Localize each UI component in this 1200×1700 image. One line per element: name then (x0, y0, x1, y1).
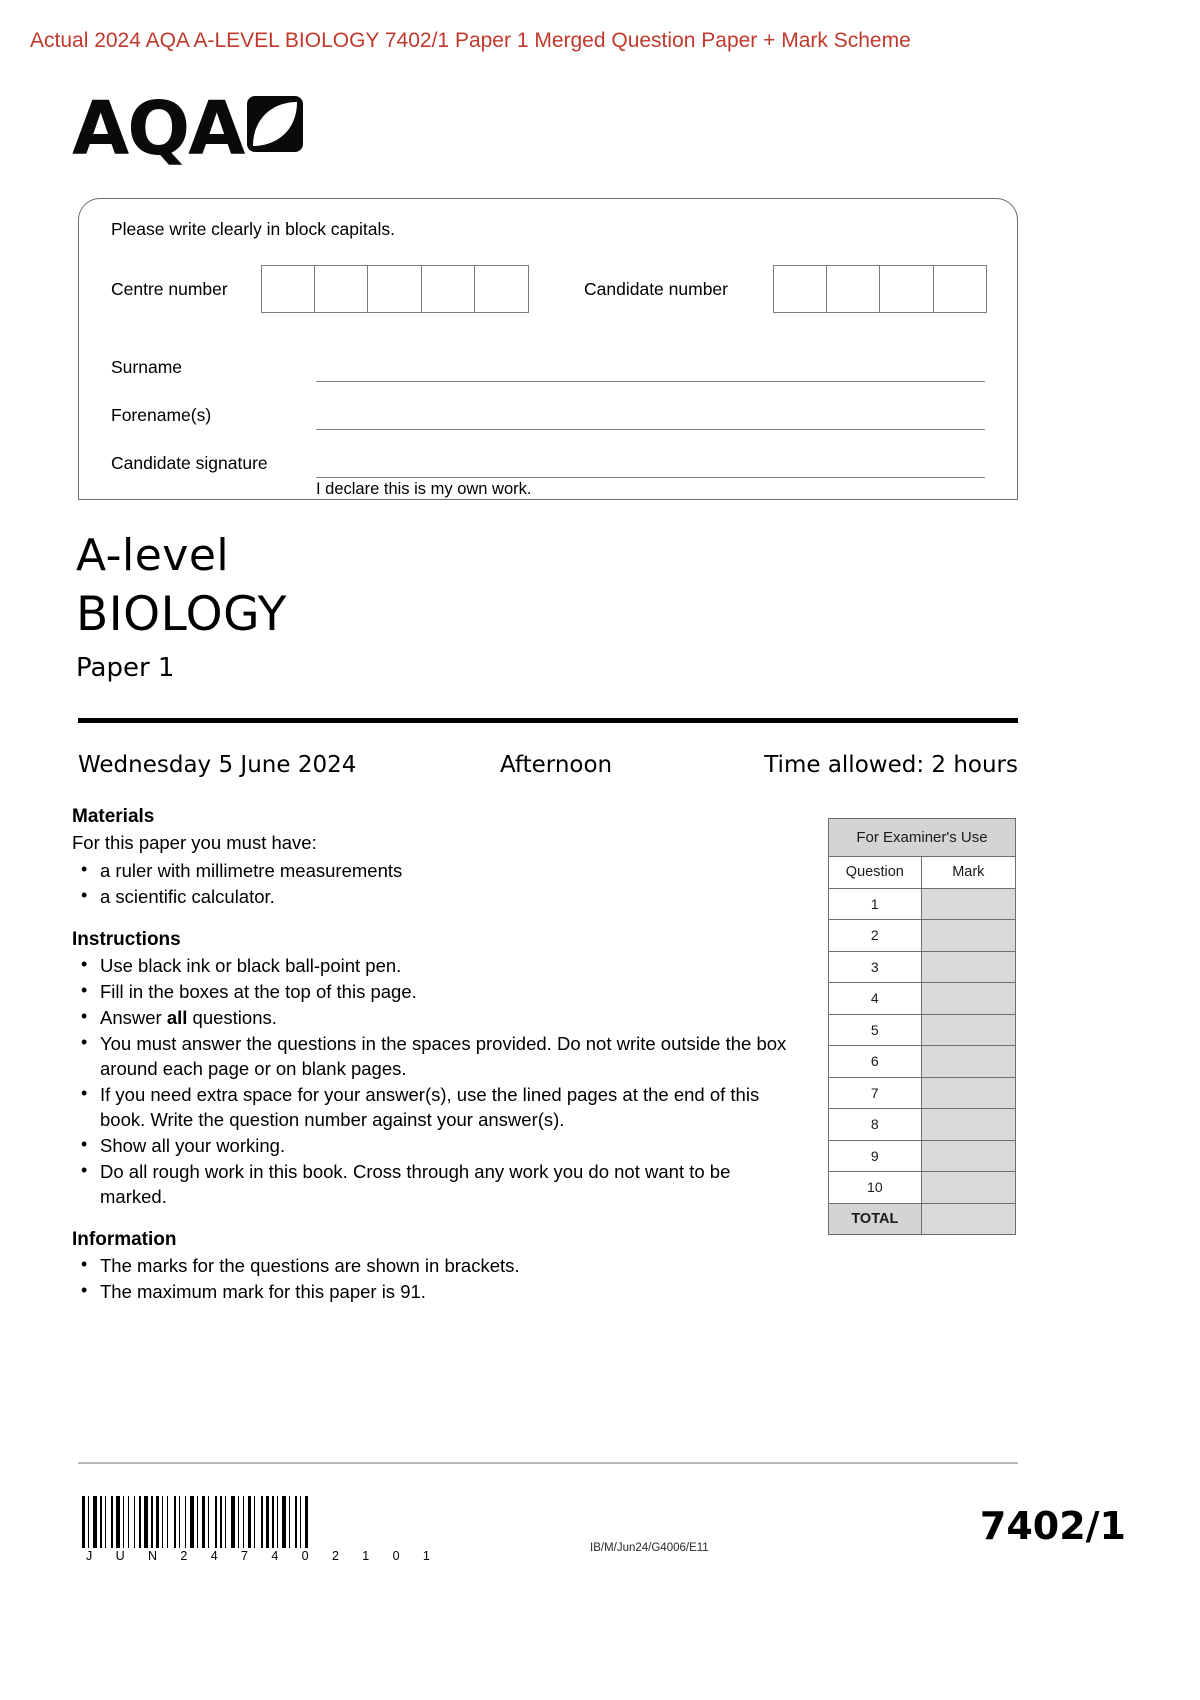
instructions-list (72, 953, 802, 1209)
examiner-use-table (828, 818, 1016, 1235)
footer-divider (78, 1462, 1018, 1464)
table-row (829, 1140, 1016, 1172)
barcode-char: U (115, 1549, 125, 1563)
question-number: 8 (829, 1109, 922, 1141)
mark-cell[interactable] (921, 920, 1015, 952)
barcode-char: N (148, 1549, 158, 1563)
declaration-text: I declare this is my own work. (316, 480, 532, 498)
list-item: • Fill in the boxes at the top of this page. (98, 979, 802, 1004)
mark-cell[interactable] (921, 1140, 1015, 1172)
centre-number-label: Centre number (111, 279, 228, 299)
exam-date: Wednesday 5 June 2024 (78, 752, 357, 778)
mark-cell[interactable] (921, 1046, 1015, 1078)
list-item: • a ruler with millimetre measurements (98, 858, 802, 883)
question-number: 2 (829, 920, 922, 952)
paper-code: 7402/1 (979, 1504, 1126, 1548)
question-number: 6 (829, 1046, 922, 1078)
table-row (829, 1172, 1016, 1204)
centre-number-digit-2[interactable] (315, 265, 369, 313)
list-item: • Use black ink or black ball-point pen. (98, 953, 802, 978)
list-item: • The maximum mark for this paper is 91. (98, 1279, 802, 1304)
forenames-write-line[interactable] (316, 429, 985, 430)
question-number: 3 (829, 951, 922, 983)
paper-number: Paper 1 (76, 653, 175, 683)
candidate-number-label: Candidate number (584, 279, 728, 299)
centre-number-input[interactable] (261, 265, 529, 313)
centre-number-digit-3[interactable] (368, 265, 422, 313)
barcode-char: 7 (241, 1549, 248, 1563)
barcode-digits (86, 1549, 430, 1563)
qualification-level: A-level (76, 530, 230, 581)
mark-cell[interactable] (921, 888, 1015, 920)
barcode-char: 1 (422, 1549, 430, 1563)
aqa-logo (72, 86, 303, 172)
table-row (829, 1203, 1016, 1235)
question-number: 7 (829, 1077, 922, 1109)
column-header-question: Question (829, 857, 922, 889)
barcode-char: 4 (210, 1549, 218, 1563)
mark-cell[interactable] (921, 1077, 1015, 1109)
list-item: • If you need extra space for your answer(s), use the lined pages at the end of this book. Write the question number against your answer(s). (98, 1082, 802, 1132)
table-row (829, 819, 1016, 857)
aqa-leaf-icon (247, 96, 303, 152)
mark-cell[interactable] (921, 1109, 1015, 1141)
block-capitals-instruction: Please write clearly in block capitals. (111, 219, 396, 239)
question-number: 4 (829, 983, 922, 1015)
list-item: • The marks for the questions are shown in brackets. (98, 1253, 802, 1278)
candidate-number-digit-4[interactable] (934, 265, 988, 313)
centre-number-digit-4[interactable] (422, 265, 476, 313)
materials-heading: Materials (72, 806, 155, 827)
mark-cell[interactable] (921, 951, 1015, 983)
barcode-char: 0 (392, 1549, 400, 1563)
exam-time-allowed: Time allowed: 2 hours (764, 752, 1018, 778)
upload-title-banner: Actual 2024 AQA A-LEVEL BIOLOGY 7402/1 Paper 1 Merged Question Paper + Mark Scheme (30, 29, 911, 52)
exam-session: Afternoon (500, 752, 613, 778)
table-row (829, 1014, 1016, 1046)
paper-title-block (76, 528, 287, 690)
barcode-char: J (86, 1549, 93, 1563)
signature-label: Candidate signature (111, 453, 268, 473)
barcode-char: 1 (362, 1549, 370, 1563)
table-row (829, 983, 1016, 1015)
mark-cell[interactable] (921, 1172, 1015, 1204)
candidate-number-digit-3[interactable] (880, 265, 934, 313)
table-row (829, 888, 1016, 920)
signature-write-line[interactable] (316, 477, 985, 478)
barcode-icon (82, 1496, 434, 1554)
question-number: 9 (829, 1140, 922, 1172)
materials-intro: For this paper you must have: (72, 832, 317, 853)
information-list (72, 1253, 802, 1304)
mark-cell[interactable] (921, 1014, 1015, 1046)
list-item: • a scientific calculator. (98, 884, 802, 909)
instructions-column (72, 806, 802, 1305)
table-row (829, 951, 1016, 983)
candidate-number-input[interactable] (773, 265, 987, 313)
surname-write-line[interactable] (316, 381, 985, 382)
surname-label: Surname (111, 357, 183, 377)
list-item: • Answer all questions. (98, 1005, 802, 1030)
materials-list (72, 858, 802, 909)
paper-reference: IB/M/Jun24/G4006/E11 (590, 1542, 709, 1554)
candidate-number-digit-1[interactable] (773, 265, 827, 313)
table-row (829, 1046, 1016, 1078)
information-heading: Information (72, 1229, 177, 1250)
aqa-logo-text: AQA (72, 86, 244, 172)
barcode-char: 2 (180, 1549, 188, 1563)
candidate-number-digit-2[interactable] (827, 265, 881, 313)
barcode-char: 0 (301, 1549, 309, 1563)
question-number: 10 (829, 1172, 922, 1204)
total-label: TOTAL (829, 1203, 922, 1235)
list-item: • You must answer the questions in the spaces provided. Do not write outside the box around each page or on blank pages. (98, 1031, 802, 1081)
instructions-heading: Instructions (72, 929, 181, 950)
title-divider (78, 718, 1018, 723)
question-number: 1 (829, 888, 922, 920)
table-row (829, 857, 1016, 889)
centre-number-digit-1[interactable] (261, 265, 315, 313)
barcode-char: 2 (331, 1549, 339, 1563)
list-item: • Show all your working. (98, 1133, 802, 1158)
examiner-table-title: For Examiner's Use (829, 819, 1016, 857)
table-row (829, 1077, 1016, 1109)
table-row (829, 1109, 1016, 1141)
table-row (829, 920, 1016, 952)
candidate-details-box (78, 198, 1018, 500)
list-item: • Do all rough work in this book. Cross through any work you do not want to be marked. (98, 1159, 802, 1209)
forenames-label: Forename(s) (111, 405, 212, 425)
question-number: 5 (829, 1014, 922, 1046)
total-mark-cell[interactable] (921, 1203, 1015, 1235)
barcode-char: 4 (271, 1549, 279, 1563)
column-header-mark: Mark (921, 857, 1015, 889)
subject-title: BIOLOGY (76, 587, 287, 642)
centre-number-digit-5[interactable] (475, 265, 529, 313)
mark-cell[interactable] (921, 983, 1015, 1015)
